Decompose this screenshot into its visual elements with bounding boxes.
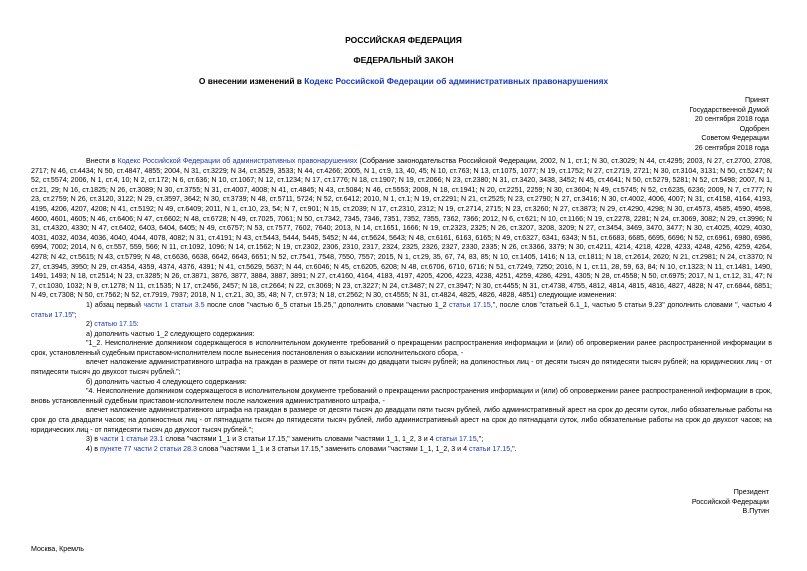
item1-link-17-15-b[interactable]: статьи 17.15 [31,310,73,319]
approved-label: Одобрен [739,124,769,133]
header-law-type: ФЕДЕРАЛЬНЫЙ ЗАКОН [353,55,454,65]
signatory-title: Президент [733,488,769,496]
item3-link-17-15[interactable]: статьи 17.15 [435,435,477,444]
approved-by: Советом Федерации [701,134,769,143]
item-2b: б) дополнить частью 4 следующего содержания: [86,377,247,386]
item4-link-28-3[interactable]: пункте 77 части 2 статьи 28.3 [100,444,197,453]
item-4: 4) в пункте 77 части 2 статьи 28.3 слова "частями 1_1 и 3 статьи 17.15," заменить словами "частями 1_1, 1_2, 3 и 4 статьи 17.15,". [86,444,517,453]
signature-block [692,488,769,517]
item1-link-3-5[interactable]: части 1 статьи 3.5 [143,300,205,309]
law-title [0,77,807,87]
approved-date: 26 сентября 2018 года [694,143,769,152]
item-3: 3) в части 1 статьи 23.1 слова "частями 1_1 и 3 статьи 17.15," заменить словами "частями 1_1, 1_2, 3 и 4 статьи 17.15,"; [86,435,484,444]
law-title-link[interactable]: Кодекс Российской Федерации об административных правонарушениях [304,76,609,86]
signatory-country: Российской Федерации [691,497,769,506]
item-2a-quote-2: влечет наложение административного штрафа на граждан в размере от пяти тысяч до двадцати тысяч рублей; на должностных лиц - от десяти тысяч до пятидесяти тысяч рублей; на юридических лиц - от пятидесяти тысяч до двухсот тысяч рублей."; [31,358,772,377]
adopted-date: 20 сентября 2018 года [694,115,769,124]
item1-link-17-15-a[interactable]: статьи 17.15 [449,300,491,309]
item3-link-23-1[interactable]: части 1 статьи 23.1 [100,435,164,444]
item-2a-quote-1: "1_2. Неисполнение должником содержащегося в исполнительном документе требований о прекращении распространения информации и (или) об опровержении ранее распространенной информации в срок, установленный судебным приставом-исполнителем после вынесения постановления о взыскании исполнительского сбора, - [31,339,772,357]
item-2: 2) статью 17.15: [86,320,139,329]
item-2b-quote-2: влечет наложение административного штрафа на граждан в размере от десяти тысяч до двадцати пяти тысяч рублей, либо административный арест на срок до десяти суток, либо обязательные работы на срок до ста двадцати часов; на должностных лиц - от пятнадцати тысяч до пятидесяти тысяч рублей, либо административный арест на срок до пятнадцати суток, либо обязательные работы на срок до двухсот часов; на юридических лиц - от пятидесяти тысяч до двухсот тысяч рублей."; [31,406,772,434]
item-2a: а) дополнить частью 1_2 следующего содержания: [86,329,255,338]
code-link[interactable]: Кодекс Российской Федерации об административных правонарушениях [117,157,358,165]
signing-place: Москва, Кремль [31,545,84,553]
adoption-block [689,96,769,154]
intro-paragraph: Внести в Кодекс Российской Федерации об административных правонарушениях (Собрание законодательства Российской Федерации, 2002, N 1, ст.1; N 30, ст.3029; N 44, ст.4295; 2003, N 27, ст.2700, 2708, 2717; N 46, ст.4434; N 50, ст.4847, 4855; 2004, N 31, ст.3229; N 34, ст.3529, 3533; N 44, ст.4266; 2005, N 1, ст.9, 13, 40, 45; N 10, ст.763; N 13, ст.1075, 1077; N 19, ст.1752; N 27, ст.2719, 2721; N 30, ст.3104, 3131; N 50, ст.5247; N 52, ст.5574; 2006, N 1, ст.4, 10; N 2, ст.172; N 6, ст.636; N 10, ст.1067; N 12, ст.1234; N 17, ст.1776; N 18, ст.1907; N 19, ст.2066; N 23, ст.2380; N 31, ст.3420, 3438, 3452; N 45, ст.4641; N 50, ст.5279, 5281; N 52, ст.5498; 2007, N 1, ст.21, 29; N 16, ст.1825; N 26, ст.3089; N 30, ст.3755; N 31, ст.4007, 4008; N 41, ст.4845; N 43, ст.5084; N 46, ст.5553; 2008, N 18, ст.1941; N 20, ст.2251, 2259; N 30, ст.3604; N 49, ст.5745; N 52, ст.6235, 6236; 2009, N 7, ст.777; N 23, ст.2759; N 26, ст.3120, 3122; N 29, ст.3597, 3642; N 30, ст.3739; N 48, ст.5711, 5724; N 52, ст.6412; 2010, N 1, ст.1; N 19, ст.2291; N 21, ст.2525; N 23, ст.2790; N 27, ст.3416; N 30, ст.4002, 4006, 4007; N 31, ст.4158, 4164, 4193, 4195, 4206, 4207, 4208; N 41, ст.5192; N 49, ст.6409; 2011, N 1, ст.10, 23, 54; N 7, ст.901; N 15, ст.2039; N 17, ст.2310, 2312; N 19, ст.2714, 2715; N 23, ст.3260; N 27, ст.3873; N 29, ст.4290, 4298; N 30, ст.4573, 4585, 4590, 4598, 4600, 4601, 4605; N 46, ст.6406; N 47, ст.6602; N 48, ст.6728; N 49, ст.7025, 7061; N 50, ст.7342, 7345, 7346, 7351, 7352, 7355, 7362, 7366; 2012, N 6, ст.621; N 10, ст.1166; N 19, ст.2278, 2281; N 24, ст.3069, 3082; N 29, ст.3996; N 31, ст.4320, 4330; N 47, ст.6402, 6403, 6404, 6405; N 49, ст.6757; N 53, ст.7577, 7602, 7640; 2013, N 14, ст.1651, 1666; N 19, ст.2323, 2325; N 26, ст.3207, 3208, 3209; N 27, ст.3454, 3469, 3470, 3477; N 30, ст.4025, 4029, 4030, 4031, 4032, 4034, 4036, 4040, 4044, 4078, 4082; N 31, ст.4191; N 43, ст.5443, 5444, 5445, 5452; N 44, ст.5624, 5643; N 48, ст.6161, 6163, 6165; N 49, ст.6327, 6341, 6343; N 51, ст.6683, 6685, 6695, 6696; N 52, ст.6961, 6980, 6986, 6994, 7002; 2014, N 6, ст.557, 559, 566; N 11, ст.1092, 1096; N 14, ст.1562; N 19, ст.2302, 2306, 2310, 2317, 2324, 2325, 2326, 2327, 2330, 2335; N 26, ст.3366, 3379; N 30, ст.4211, 4214, 4218, 4228, 4233, 4248, 4256, 4259, 4264, 4278; N 42, ст.5615; N 43, ст.5799; N 48, ст.6636, 6638, 6642, 6643, 6651; N 52, ст.7541, 7548, 7550, 7557; 2015, N 1, ст.29, 35, 67, 74, 83, 85; N 10, ст.1405, 1416; N 13, ст.1811; N 18, ст.2614, 2620; N 21, ст.2981; N 24, ст.3370; N 27, ст.3945, 3950; N 29, ст.4354, 4359, 4374, 4376, 4391; N 41, ст.5629, 5637; N 44, ст.6046; N 45, ст.6205, 6208; N 48, ст.6706, 6710, 6716; N 51, ст.7249, 7250; 2016, N 1, ст.11, 28, 59, 63, 84; N 10, ст.1323; N 11, ст.1481, 1490, 1491, 1493; N 18, ст.2514; N 23, ст.3285; N 26, ст.3871, 3876, 3877, 3884, 3887, 3891; N 27, ст.4160, 4164, 4183, 4197, 4205, 4206, 4223, 4238, 4251, 4259, 4286, 4291, 4305; N 28, ст.4558; N 50, ст.6975; 2017, N 1, ст.12, 31, 47; N 7, ст.1030, 1032; N 9, ст.1278; N 11, ст.1535; N 17, ст.2456, 2457; N 18, ст.2664; N 22, ст.3069; N 23, ст.3227; N 24, ст.3487; N 27, ст.3947; N 30, ст.4455; N 31, ст.4738, 4755, 4812, 4814, 4815, 4816, 4827, 4828; N 47, ст.6844, 6851; N 49, ст.7308; N 50, ст.7562; N 52, ст.7919, 7937; 2018, N 1, ст.21, 30, 35, 48; N 7, ст.973; N 18, ст.2562; N 30, ст.4555; N 31, ст.4824, 4825, 4826, 4828, 4851) следующие изменения: [31,157,772,300]
item-2b-quote-1: "4. Неисполнение должником содержащегося в исполнительном документе требований о прекращении распространения информации и (или) об опровержении ранее распространенной информации в срок, вновь установленный судебным приставом-исполнителем после наложения административного штрафа, - [31,387,772,405]
law-body [31,157,772,454]
item4-link-17-15[interactable]: статьи 17.15 [469,444,511,453]
item2-link-17-15[interactable]: статью 17.15 [94,320,137,329]
law-title-text: О внесении изменений в [198,76,305,86]
signatory-name: В.Путин [742,507,769,516]
adopted-by: Государственной Думой [689,105,769,114]
item-1: 1) абзац первый части 1 статьи 3.5 после слов "частью 6_5 статьи 15.25," дополнить словами "частью 1_2 статьи 17.15,", после слов "статьей 6.1_1, частью 5 статьи 9.23" дополнить словами ", частью 4 статьи 17.15"; [31,300,772,319]
header-federation: РОССИЙСКАЯ ФЕДЕРАЦИЯ [345,35,462,45]
adopted-label: Принят [744,96,769,104]
